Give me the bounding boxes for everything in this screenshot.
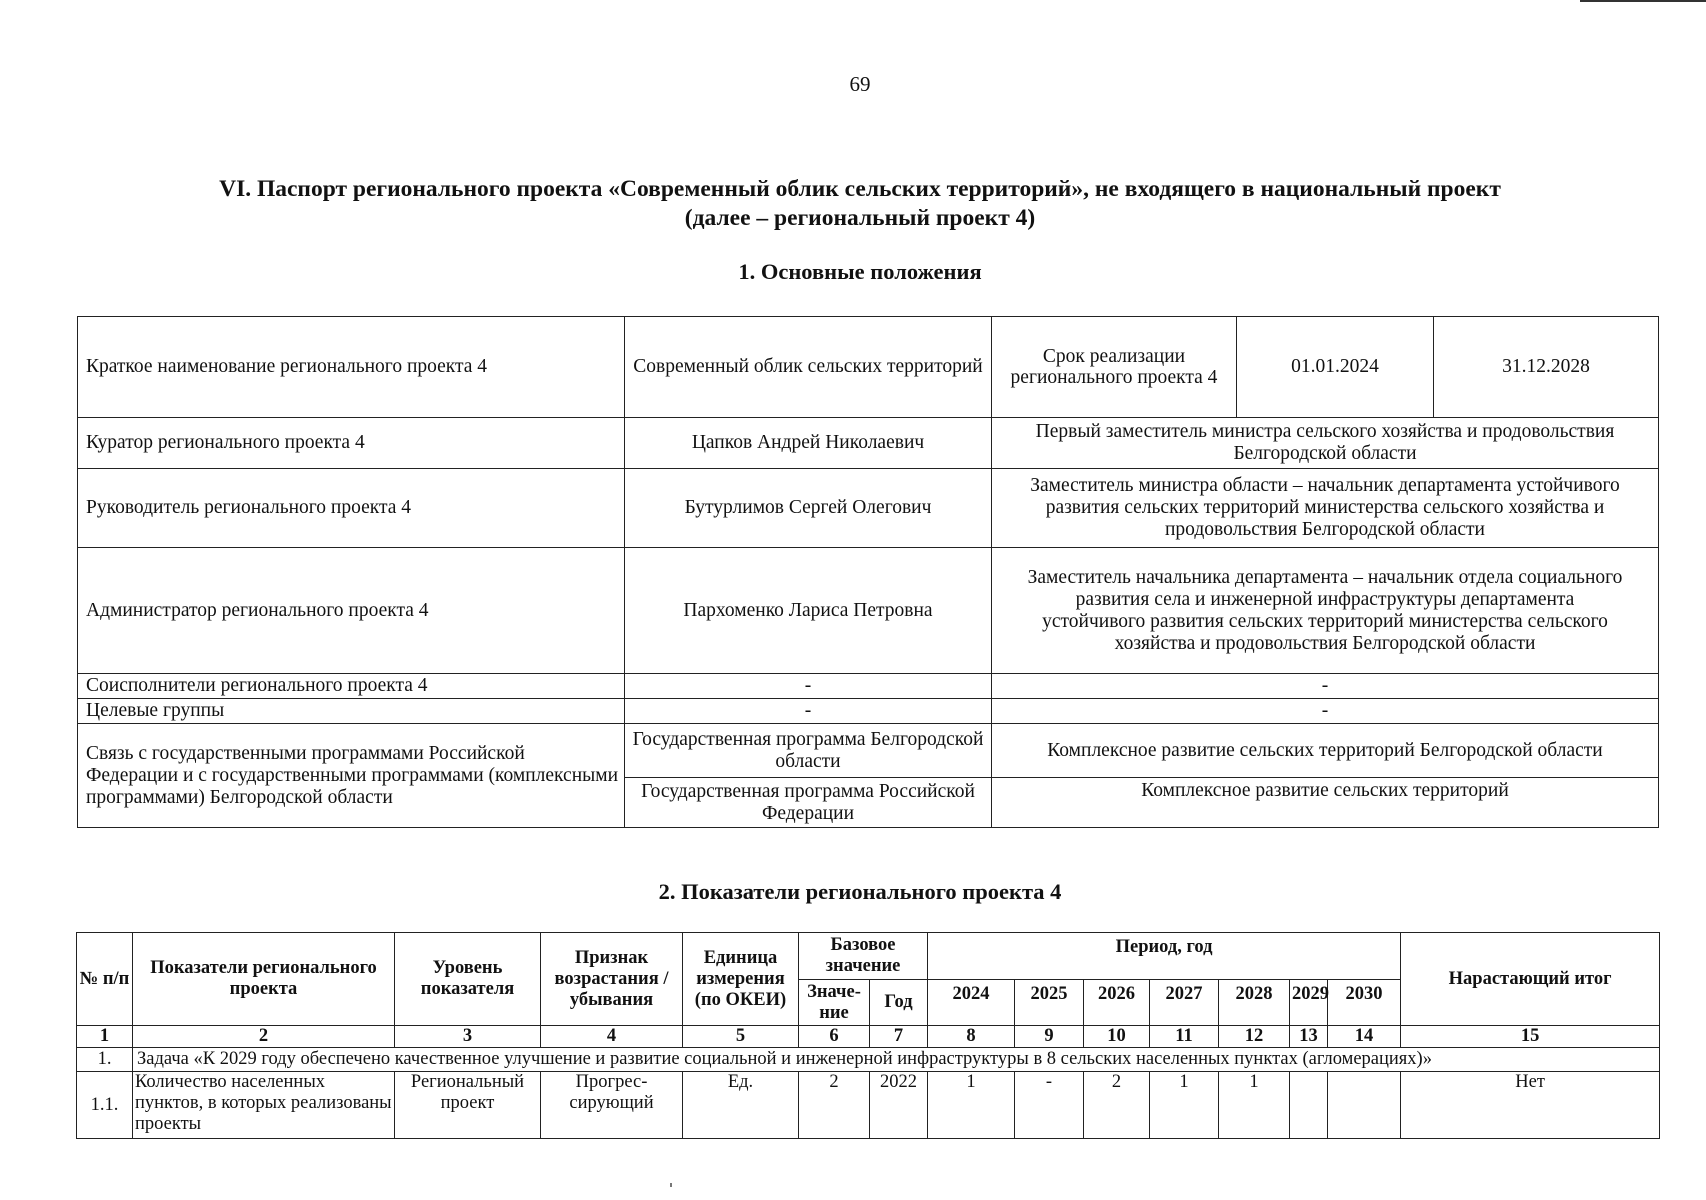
col-year-2026: 2026 xyxy=(1084,980,1150,1026)
title-line-2: (далее – региональный проект 4) xyxy=(684,205,1036,231)
row-value-2029 xyxy=(1290,1072,1328,1139)
indicators-table xyxy=(76,932,1660,1139)
programs-link-label: Связь с государственными программами Российской Федерации и с государственными программами (комплексными программами) Белгородской области xyxy=(78,724,625,828)
regional-program-type: Государственная программа Белгородской области xyxy=(625,724,992,778)
term-label: Срок реализации регионального проекта 4 xyxy=(992,317,1237,418)
col-year-2028: 2028 xyxy=(1219,980,1290,1026)
scan-edge-mark xyxy=(1580,0,1706,2)
administrator-position: Заместитель начальника департамента – начальник отдела социального развития села и инженерной инфраструктуры департамента устойчивого развития сельских территорий министерства сельского хозяйства и продовольствия Белгородской области xyxy=(992,548,1659,674)
column-number: 2 xyxy=(133,1026,395,1048)
task-number: 1. xyxy=(77,1048,133,1072)
head-position: Заместитель министра области – начальник департамента устойчивого развития сельских территорий министерства сельского хозяйства и продовольствия Белгородской области xyxy=(992,469,1659,548)
column-numbers-row xyxy=(77,1026,1660,1048)
col-year-2027: 2027 xyxy=(1150,980,1219,1026)
table-row xyxy=(78,724,1659,778)
scan-artifact xyxy=(670,1183,672,1187)
row-trend: Прогрес-сирующий xyxy=(541,1072,683,1139)
row-value-2027: 1 xyxy=(1150,1072,1219,1139)
column-number: 10 xyxy=(1084,1026,1150,1048)
coexecutors-value-2: - xyxy=(992,674,1659,699)
curator-label: Куратор регионального проекта 4 xyxy=(78,418,625,469)
target-groups-value-2: - xyxy=(992,699,1659,724)
task-row xyxy=(77,1048,1660,1072)
col-year-2025: 2025 xyxy=(1015,980,1084,1026)
row-unit: Ед. xyxy=(683,1072,799,1139)
administrator-label: Администратор регионального проекта 4 xyxy=(78,548,625,674)
short-name-value: Современный облик сельских территорий xyxy=(625,317,992,418)
row-cumulative: Нет xyxy=(1401,1072,1660,1139)
short-name-label: Краткое наименование регионального проекта 4 xyxy=(78,317,625,418)
col-base-value-header: Значе-ние xyxy=(799,980,870,1026)
col-unit-header: Единица измерения (по ОКЕИ) xyxy=(683,933,799,1026)
row-value-2026: 2 xyxy=(1084,1072,1150,1139)
col-number-header: № п/п xyxy=(77,933,133,1026)
curator-name: Цапков Андрей Николаевич xyxy=(625,418,992,469)
row-value-2030 xyxy=(1328,1072,1401,1139)
target-groups-value: - xyxy=(625,699,992,724)
table-row xyxy=(78,418,1659,469)
column-number: 1 xyxy=(77,1026,133,1048)
federal-program-name: Комплексное развитие сельских территорий xyxy=(992,778,1659,828)
row-value-2024: 1 xyxy=(928,1072,1015,1139)
row-value-2025: - xyxy=(1015,1072,1084,1139)
col-year-2029: 2029 xyxy=(1290,980,1328,1026)
column-number: 4 xyxy=(541,1026,683,1048)
page-number: 69 xyxy=(849,72,871,96)
table-row xyxy=(78,317,1659,418)
column-number: 8 xyxy=(928,1026,1015,1048)
task-text: Задача «К 2029 году обеспечено качественное улучшение и развитие социальной и инженерной инфраструктуры в 8 сельских населенных пунктах (агломерациях)» xyxy=(133,1048,1660,1072)
column-number: 12 xyxy=(1219,1026,1290,1048)
col-level-header: Уровень показателя xyxy=(395,933,541,1026)
title-line-1: VI. Паспорт регионального проекта «Современный облик сельских территорий», не входящего в национальный проект xyxy=(219,176,1501,202)
column-number: 3 xyxy=(395,1026,541,1048)
regional-program-name: Комплексное развитие сельских территорий Белгородской области xyxy=(992,724,1659,778)
column-number: 6 xyxy=(799,1026,870,1048)
row-level: Региональный проект xyxy=(395,1072,541,1139)
col-trend-header: Признак возрастания / убывания xyxy=(541,933,683,1026)
term-end: 31.12.2028 xyxy=(1434,317,1659,418)
row-indicator: Количество населенных пунктов, в которых реализованы проекты xyxy=(133,1072,395,1139)
column-number: 5 xyxy=(683,1026,799,1048)
col-indicator-header: Показатели регионального проекта xyxy=(133,933,395,1026)
document-title xyxy=(40,175,1680,233)
head-name: Бутурлимов Сергей Олегович xyxy=(625,469,992,548)
row-base-value: 2 xyxy=(799,1072,870,1139)
col-year-2030: 2030 xyxy=(1328,980,1401,1026)
row-base-year: 2022 xyxy=(870,1072,928,1139)
table-row xyxy=(77,1072,1660,1139)
column-number: 13 xyxy=(1290,1026,1328,1048)
row-value-2028: 1 xyxy=(1219,1072,1290,1139)
target-groups-label: Целевые группы xyxy=(78,699,625,724)
col-cumulative-header: Нарастающий итог xyxy=(1401,933,1660,1026)
column-number: 9 xyxy=(1015,1026,1084,1048)
col-period-header: Период, год xyxy=(928,933,1401,980)
table-row xyxy=(78,469,1659,548)
section-1-title: 1. Основные положения xyxy=(738,259,982,284)
coexecutors-value: - xyxy=(625,674,992,699)
column-number: 15 xyxy=(1401,1026,1660,1048)
column-number: 11 xyxy=(1150,1026,1219,1048)
term-start: 01.01.2024 xyxy=(1237,317,1434,418)
administrator-name: Пархоменко Лариса Петровна xyxy=(625,548,992,674)
table-row xyxy=(78,674,1659,699)
row-number: 1.1. xyxy=(77,1072,133,1139)
column-number: 7 xyxy=(870,1026,928,1048)
column-number: 14 xyxy=(1328,1026,1401,1048)
federal-program-type: Государственная программа Российской Федерации xyxy=(625,778,992,828)
head-label: Руководитель регионального проекта 4 xyxy=(78,469,625,548)
header-row xyxy=(77,933,1660,980)
table-row xyxy=(78,699,1659,724)
section-2-title: 2. Показатели регионального проекта 4 xyxy=(658,879,1062,904)
coexecutors-label: Соисполнители регионального проекта 4 xyxy=(78,674,625,699)
col-base-header: Базовое значение xyxy=(799,933,928,980)
table-row xyxy=(78,548,1659,674)
curator-position: Первый заместитель министра сельского хозяйства и продовольствия Белгородской области xyxy=(992,418,1659,469)
col-base-year-header: Год xyxy=(870,980,928,1026)
col-year-2024: 2024 xyxy=(928,980,1015,1026)
main-provisions-table xyxy=(77,316,1659,828)
